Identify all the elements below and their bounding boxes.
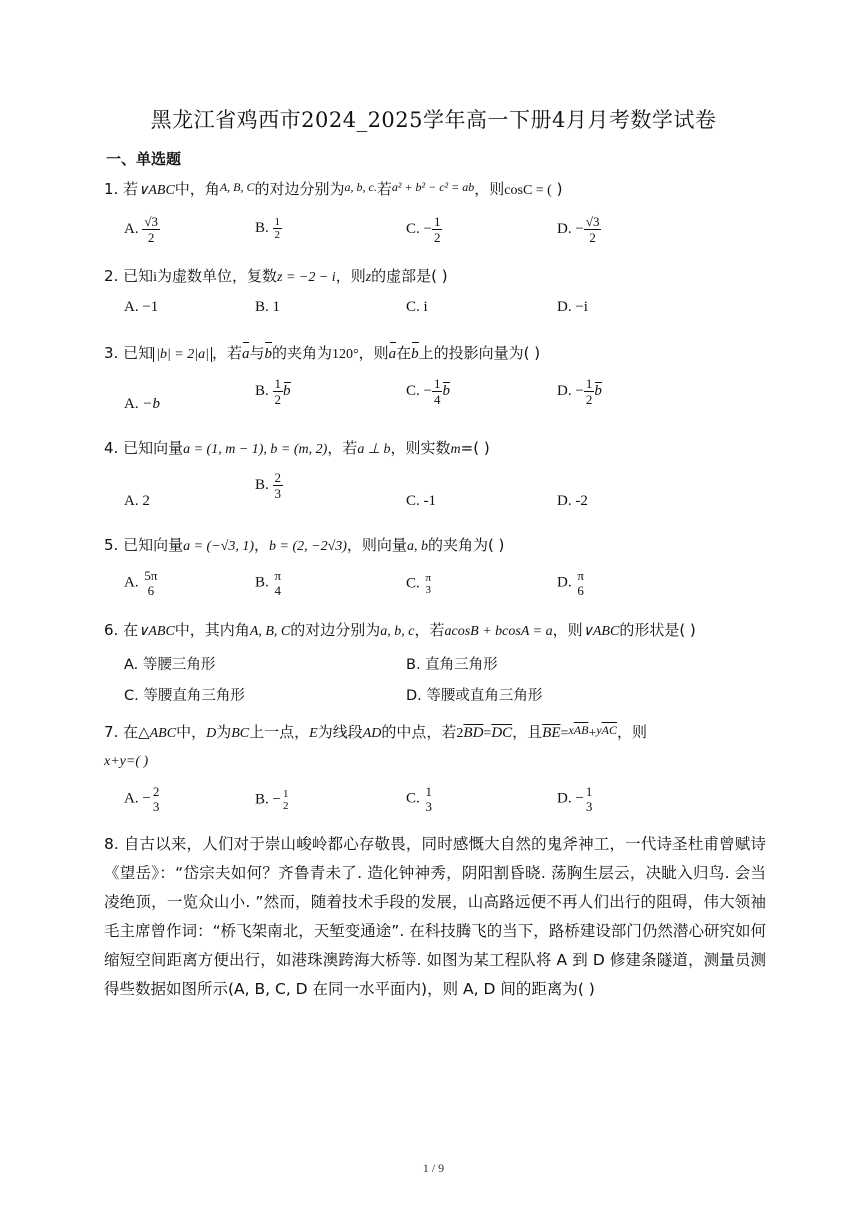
fraction xyxy=(151,784,162,814)
sign: − xyxy=(575,790,584,807)
q2-i: i xyxy=(153,270,157,285)
option-label: D. xyxy=(557,790,572,807)
vector-b: b xyxy=(442,382,450,399)
sign: − xyxy=(423,220,432,237)
q3-text: 上的投影向量为( ) xyxy=(418,344,541,362)
q3-text: 的夹角为 xyxy=(271,344,332,362)
q5-option-d xyxy=(557,568,586,598)
q6-angles: A, B, C xyxy=(249,624,291,639)
denominator: 2 xyxy=(589,230,596,245)
fraction xyxy=(584,214,602,245)
option-label: D. xyxy=(557,220,572,237)
option-label: C. xyxy=(406,220,420,237)
q6-option-a xyxy=(124,653,215,674)
denominator: 2 xyxy=(274,392,282,407)
q1-text: 1. 若 xyxy=(104,180,139,198)
q7-equals: = xyxy=(560,726,569,741)
q7-text: 为线段 xyxy=(317,723,363,741)
page-number: 1 / 9 xyxy=(422,1161,445,1175)
q7-text: 中， xyxy=(176,723,207,741)
vector-b: b xyxy=(264,343,272,365)
q3-option-d xyxy=(557,376,602,407)
q7-abc: ABC xyxy=(149,726,177,741)
q7-text: 为 xyxy=(216,723,232,741)
q6-text: 中，其内角 xyxy=(174,621,250,639)
question-3-stem xyxy=(104,342,540,366)
q4-text: 4. 已知向量 xyxy=(104,439,184,457)
denominator: 2 xyxy=(433,230,441,245)
numerator: √3 xyxy=(144,214,158,229)
q1-cos: cosC = ( xyxy=(504,183,552,198)
fraction xyxy=(142,568,159,598)
question-2-stem xyxy=(104,265,448,289)
q3-text: ，若 xyxy=(211,344,242,362)
q1-text: ) xyxy=(551,180,563,198)
denominator: 4 xyxy=(274,583,282,598)
question-5-stem: 5. 已知向量a = (−√3, 1)，b = (2, −2√3)，则向量a, b的夹角为( ) xyxy=(104,536,505,554)
sign: − xyxy=(272,791,281,808)
q2-option-a xyxy=(124,299,158,316)
option-label: A. xyxy=(124,493,139,509)
q1-sides: a, b, c. xyxy=(344,180,377,194)
q2-text: ，则 xyxy=(335,267,366,285)
q3-text: ，则 xyxy=(358,344,389,362)
q6-option-d xyxy=(406,684,542,705)
option-value: −1 xyxy=(142,299,159,315)
q5-text: ，则向量 xyxy=(346,536,407,554)
option-value: −b xyxy=(142,396,160,412)
q6-text: 6. 在 xyxy=(104,621,139,639)
q7-option-d xyxy=(557,784,594,814)
section-heading: 一、单选题 xyxy=(106,150,182,168)
denominator: 6 xyxy=(147,583,155,598)
q4-text: ，则实数 xyxy=(390,439,451,457)
option-label: B. xyxy=(255,791,269,808)
q2-text: 为虚数单位，复数 xyxy=(156,267,277,285)
q7-two: 2 xyxy=(456,726,464,741)
question-8-text: 8. 自古以来，人们对于崇山峻岭都心存敬畏，同时感慨大自然的鬼斧神工，一代诗圣杜甫曾赋诗《望岳》：“岱宗夫如何？齐鲁青未了. 造化钟神秀，阴阳割昏晓. 荡胸生层云，决眦入归鸟. 会当凌绝顶，一览众山小. ”然而，随着技术手段的发展，山高路远便不再人们出行的阻碍，伟大领袖毛主席曾作词：“桥飞架南北，天堑变通途”. 在科技腾飞的当下，路桥建设部门仍然潜心研究如何缩短空间距离方便出行，如港珠澳跨海大桥等. 如图为某工程队将 A 到 D 修建条隧道，测量员测得些数据如图所示(A, B, C, D 在同一水平面内)，则 A, D 间的距离为( ) xyxy=(104,835,766,998)
option-label: B. xyxy=(255,574,269,591)
q6-text: 的对边分别为 xyxy=(290,621,381,639)
q3-option-a xyxy=(124,396,160,413)
q6-option-b xyxy=(406,653,498,674)
q1-text: 中，角 xyxy=(174,180,220,198)
option-label: D. xyxy=(557,493,572,509)
q5-vectors: a, b xyxy=(406,539,428,554)
fraction xyxy=(584,376,595,407)
fraction xyxy=(424,784,435,814)
q5-text: 的夹角为( ) xyxy=(427,536,505,554)
q1-option-d xyxy=(557,214,601,245)
q7-ad: AD xyxy=(362,726,382,741)
q7-text: 上一点， xyxy=(249,723,310,741)
vector-bd: $\overline{BD}$ xyxy=(463,725,484,741)
q4-vectors: a = (1, m − 1), b = (m, 2) xyxy=(183,442,328,457)
option-label: B. xyxy=(255,219,269,236)
q4-option-d xyxy=(557,493,588,510)
q2-option-b xyxy=(255,299,280,316)
option-label: A. xyxy=(124,220,139,237)
option-label: B. xyxy=(255,299,269,315)
q6-text: 的形状是( ) xyxy=(619,621,696,639)
option-value: 等腰直角三角形 xyxy=(143,688,245,704)
q3-condition: |b| = 2|a| xyxy=(153,347,212,362)
numerator: 1 xyxy=(425,784,433,799)
fraction xyxy=(575,568,586,598)
q4-option-b xyxy=(255,470,283,501)
option-value: i xyxy=(423,299,428,315)
q3-text: 3. 已知 xyxy=(104,344,154,362)
option-label: B. xyxy=(255,382,269,399)
q2-option-c xyxy=(406,299,428,316)
q2-text: 的虚部是( ) xyxy=(371,267,448,285)
q5-option-b xyxy=(255,568,283,598)
option-label: A. xyxy=(124,396,139,412)
numerator: 2 xyxy=(274,470,282,485)
option-label: B. xyxy=(255,476,269,493)
q2-option-d xyxy=(557,299,588,316)
fraction xyxy=(432,214,443,245)
q3-text: 在 xyxy=(396,344,412,362)
denominator: 2 xyxy=(282,800,289,812)
option-label: D. xyxy=(557,299,572,315)
q7-y: y xyxy=(596,723,602,737)
q6-text: ，若 xyxy=(414,621,445,639)
option-label: A. xyxy=(124,657,139,673)
numerator: 1 xyxy=(585,376,593,391)
denominator: 6 xyxy=(577,583,584,598)
q1-option-c xyxy=(406,214,442,245)
fraction xyxy=(432,376,443,407)
sign: − xyxy=(142,790,151,807)
denominator: 3 xyxy=(425,584,432,596)
vector-a: a xyxy=(389,343,397,365)
q7-bc: BC xyxy=(231,726,250,741)
numerator: 2 xyxy=(152,784,160,799)
option-label: A. xyxy=(124,574,139,591)
q7-text: ，则 xyxy=(616,723,647,741)
numerator: 1 xyxy=(433,214,441,229)
question-6-stem xyxy=(104,619,696,643)
fraction xyxy=(584,784,595,814)
option-value: 等腰三角形 xyxy=(142,657,216,673)
fraction xyxy=(424,572,434,596)
denominator: 3 xyxy=(274,486,282,501)
q3-option-b xyxy=(255,376,291,407)
option-value: -1 xyxy=(423,493,437,509)
q7-text: 的中点，若 xyxy=(381,723,457,741)
fraction xyxy=(273,568,284,598)
q4-option-a xyxy=(124,493,150,510)
option-label: C. xyxy=(406,493,420,509)
q2-z-equation: z = −2 − i xyxy=(277,270,336,285)
denominator: 3 xyxy=(152,799,160,814)
sign: − xyxy=(423,382,432,399)
q7-line2: x+y=( ) xyxy=(104,754,149,769)
question-1-stem xyxy=(104,176,562,202)
vector-a: a xyxy=(242,343,250,365)
q5-vector-a: a = (−√3, 1) xyxy=(183,539,254,554)
q1-option-b xyxy=(255,216,282,241)
q1-angles: A, B, C xyxy=(219,180,255,194)
option-label: A. xyxy=(124,790,139,807)
q2-z: z xyxy=(365,270,372,285)
q7-d: D xyxy=(206,726,217,741)
question-7-stem xyxy=(104,719,647,745)
q4-text: ，若 xyxy=(327,439,358,457)
q1-text: 若 xyxy=(376,180,392,198)
numerator: √3 xyxy=(585,214,600,229)
q6-sides: a, b, c xyxy=(380,624,415,639)
exam-title: 黑龙江省鸡西市2024_2025学年高一下册4月月考数学试卷 xyxy=(150,108,717,132)
q1-triangle: ∨ABC xyxy=(138,183,175,198)
q7-text: 7. 在△ xyxy=(104,723,150,741)
q7-plus: + xyxy=(588,726,597,741)
sign: − xyxy=(575,382,584,399)
option-value: 1 xyxy=(272,299,281,315)
q5-text: 5. 已知向量 xyxy=(104,536,184,554)
q4-m: m xyxy=(450,442,461,457)
vector-ab: AB xyxy=(573,723,589,737)
q4-perpendicular: a ⊥ b xyxy=(357,442,391,457)
option-value: −i xyxy=(575,299,588,315)
fraction xyxy=(281,788,291,812)
q7-e: E xyxy=(309,726,318,741)
question-7-line2 xyxy=(104,749,148,773)
vector-b: b xyxy=(411,343,419,365)
option-value: -2 xyxy=(575,493,588,509)
option-value: 等腰或直角三角形 xyxy=(426,688,543,704)
q6-equation: acosB + bcosA = a xyxy=(444,624,553,639)
option-label: D. xyxy=(406,688,422,704)
q4-text: =( ) xyxy=(460,439,490,457)
denominator: 2 xyxy=(147,230,155,245)
numerator: π xyxy=(577,568,584,583)
q3-option-c xyxy=(406,376,450,407)
q6-text: ，则 xyxy=(552,621,583,639)
vector-b: b xyxy=(594,382,602,399)
fraction xyxy=(273,376,284,407)
denominator: 3 xyxy=(425,799,433,814)
vector-dc: $\overline{DC}$ xyxy=(491,725,513,741)
numerator: π xyxy=(425,572,432,584)
question-4-stem xyxy=(104,437,490,461)
option-label: C. xyxy=(406,382,420,399)
denominator: 2 xyxy=(585,392,593,407)
option-label: C. xyxy=(124,688,139,704)
option-label: D. xyxy=(557,382,572,399)
q7-option-b xyxy=(255,788,290,812)
fraction xyxy=(273,470,284,501)
q6-triangle: ∨ABC xyxy=(138,624,175,639)
vector-be: $\overline{BE}$ xyxy=(542,725,561,741)
q6-triangle: ∨ABC xyxy=(582,624,620,639)
option-label: C. xyxy=(406,299,420,315)
q1-text: ，则 xyxy=(474,180,505,198)
sign: − xyxy=(575,220,584,237)
numerator: 1 xyxy=(282,788,289,800)
fraction xyxy=(142,214,160,245)
q1-option-a xyxy=(124,214,160,245)
option-label: C. xyxy=(406,575,420,592)
option-value: 直角三角形 xyxy=(425,657,498,673)
fraction xyxy=(273,216,283,241)
q5-option-a xyxy=(124,568,159,598)
numerator: 1 xyxy=(433,376,441,391)
numerator: 1 xyxy=(585,784,593,799)
q3-angle: 120° xyxy=(331,347,359,362)
option-label: D. xyxy=(557,574,572,591)
q1-equation: a² + b² − c² = ab xyxy=(391,180,475,194)
q6-option-c xyxy=(124,684,245,705)
vector-ac: AC xyxy=(601,723,617,737)
denominator: 2 xyxy=(274,229,281,241)
vector-b: b xyxy=(283,382,291,399)
option-label: B. xyxy=(406,657,421,673)
denominator: 3 xyxy=(585,799,593,814)
option-label: C. xyxy=(406,790,420,807)
q1-text: 的对边分别为 xyxy=(254,180,345,198)
q5-option-c xyxy=(406,572,433,596)
q2-text: 2. 已知 xyxy=(104,267,154,285)
denominator: 4 xyxy=(433,392,441,407)
numerator: π xyxy=(274,568,282,583)
numerator: 1 xyxy=(274,216,281,228)
numerator: 5π xyxy=(144,568,158,583)
q4-option-c xyxy=(406,493,436,510)
q7-option-a xyxy=(124,784,161,814)
option-label: A. xyxy=(124,299,139,315)
q5-vector-b: b = (2, −2√3) xyxy=(269,539,347,554)
q7-x: x xyxy=(568,723,574,737)
option-value: 2 xyxy=(142,493,150,509)
q3-text: 与 xyxy=(249,344,265,362)
q7-text: ，且 xyxy=(512,723,543,741)
q7-option-c xyxy=(406,784,434,814)
numerator: 1 xyxy=(274,376,282,391)
q7-equals: = xyxy=(483,726,492,741)
